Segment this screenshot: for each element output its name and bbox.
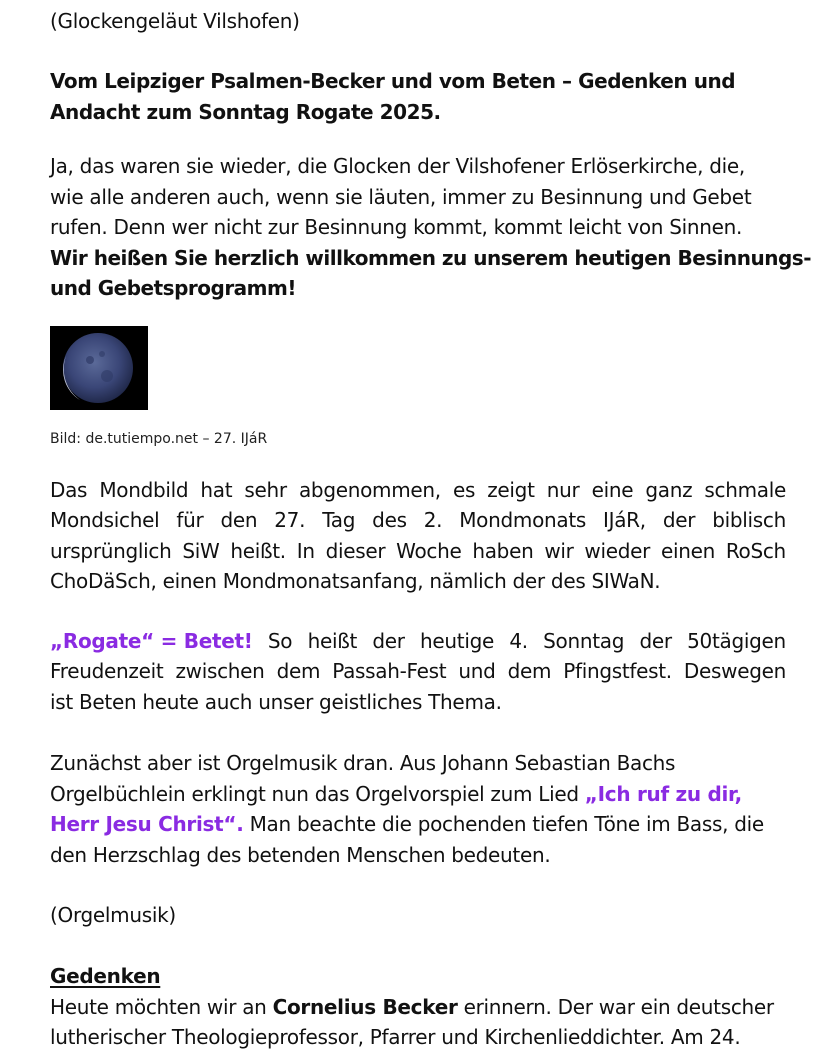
word: ursprünglich: [50, 539, 172, 563]
word: Freudenzeit: [50, 659, 164, 683]
word: 27.: [274, 508, 306, 532]
word: Mondsichel: [50, 508, 160, 532]
organ-line-3-text: Man beachte die pochenden tiefen Töne im Bass, die: [243, 812, 764, 836]
word: 4.: [509, 629, 528, 653]
word: nur: [546, 478, 580, 502]
word: RoSch: [725, 539, 786, 563]
word: der: [639, 629, 672, 653]
header-note: (Glockengeläut Vilshofen): [50, 9, 300, 33]
word: SiW: [182, 539, 220, 563]
organ-line-1: Zunächst aber ist Orgelmusik dran. Aus Johann Sebastian Bachs: [50, 751, 676, 775]
image-caption: Bild: de.tutiempo.net – 27. IJáR: [50, 431, 268, 447]
word: heißt.: [230, 539, 286, 563]
word: Passah-Fest: [332, 659, 447, 683]
word: zwischen: [175, 659, 265, 683]
word: Woche: [396, 539, 462, 563]
word: biblisch: [712, 508, 786, 532]
word: Tag: [322, 508, 356, 532]
gedenken-line-1-rest: erinnern. Der war ein deutscher: [457, 995, 774, 1019]
word: 2.: [423, 508, 443, 532]
intro-bold-line-1: Wir heißen Sie herzlich willkommen zu unserem heutigen Besinnungs-: [50, 246, 812, 270]
person-name: Cornelius Becker: [272, 995, 458, 1019]
word: der: [662, 508, 696, 532]
moon-line-4: ChoDäSch, einen Mondmonatsanfang, nämlich der des SIWaN.: [50, 569, 661, 593]
organ-line-2-text: Orgelbüchlein erklingt nun das Orgelvorspiel zum Lied: [50, 782, 585, 806]
word: So: [267, 629, 293, 653]
word: und: [458, 659, 496, 683]
moon-phase-image: [50, 326, 148, 410]
intro-bold-line-2: und Gebetsprogramm!: [50, 276, 296, 300]
word: Pfingstfest.: [563, 659, 672, 683]
moon-phase-icon: [50, 326, 148, 410]
word: sehr: [244, 478, 287, 502]
word: wir: [544, 539, 574, 563]
organ-line-3: [50, 809, 764, 840]
gedenken-line-2: lutherischer Theologieprofessor, Pfarrer und Kirchenlieddichter. Am 24.: [50, 1025, 741, 1049]
word: einen: [660, 539, 715, 563]
word: schmale: [704, 478, 786, 502]
word: hat: [200, 478, 233, 502]
word: Das: [50, 478, 88, 502]
section-heading-text: Gedenken: [50, 964, 161, 988]
word: dem: [507, 659, 552, 683]
word: wieder: [584, 539, 651, 563]
organ-line-2: [50, 779, 742, 810]
organ-music-note: (Orgelmusik): [50, 903, 176, 927]
intro-line-1: Ja, das waren sie wieder, die Glocken der Vilshofener Erlöserkirche, die,: [50, 154, 745, 178]
word: zeigt: [487, 478, 535, 502]
word: 50tägigen: [687, 629, 786, 653]
word: haben: [472, 539, 534, 563]
moon-line-2: [50, 505, 786, 536]
title-line-1: Vom Leipziger Psalmen-Becker und vom Beten – Gedenken und: [50, 69, 736, 93]
rogate-line-1: [50, 626, 786, 657]
title-line-2: Andacht zum Sonntag Rogate 2025.: [50, 100, 441, 124]
word: Sonntag: [543, 629, 625, 653]
word: dem: [276, 659, 321, 683]
word: für: [176, 508, 204, 532]
rogate-highlight: „Rogate“ = Betet!: [50, 629, 253, 653]
hymn-title-part-1: „Ich ruf zu dir,: [584, 782, 742, 806]
word: IJáR,: [603, 508, 646, 532]
section-heading: [50, 961, 160, 992]
intro-line-3: rufen. Denn wer nicht zur Besinnung kommt, kommt leicht von Sinnen.: [50, 215, 743, 239]
word: dieser: [325, 539, 386, 563]
word: des: [372, 508, 407, 532]
rogate-line-3: ist Beten heute auch unser geistliches Thema.: [50, 690, 502, 714]
word: Mondmonats: [459, 508, 586, 532]
moon-line-1: [50, 475, 786, 506]
intro-line-2: wie alle anderen auch, wenn sie läuten, immer zu Besinnung und Gebet: [50, 185, 752, 209]
hymn-title-part-2: Herr Jesu Christ“.: [50, 812, 244, 836]
word: Mondbild: [99, 478, 189, 502]
word: heißt: [307, 629, 358, 653]
word: ganz: [645, 478, 693, 502]
word: eine: [591, 478, 634, 502]
word: den: [220, 508, 258, 532]
moon-line-3: [50, 536, 786, 567]
organ-line-4: den Herzschlag des betenden Menschen bedeuten.: [50, 843, 551, 867]
word: der: [372, 629, 405, 653]
gedenken-line-1-text: Heute möchten wir an: [50, 995, 273, 1019]
word: heutige: [420, 629, 495, 653]
word: In: [296, 539, 315, 563]
gedenken-line-1: [50, 992, 774, 1023]
word: abgenommen,: [298, 478, 441, 502]
rogate-line-2: [50, 656, 786, 687]
word: es: [452, 478, 476, 502]
word: Deswegen: [683, 659, 786, 683]
